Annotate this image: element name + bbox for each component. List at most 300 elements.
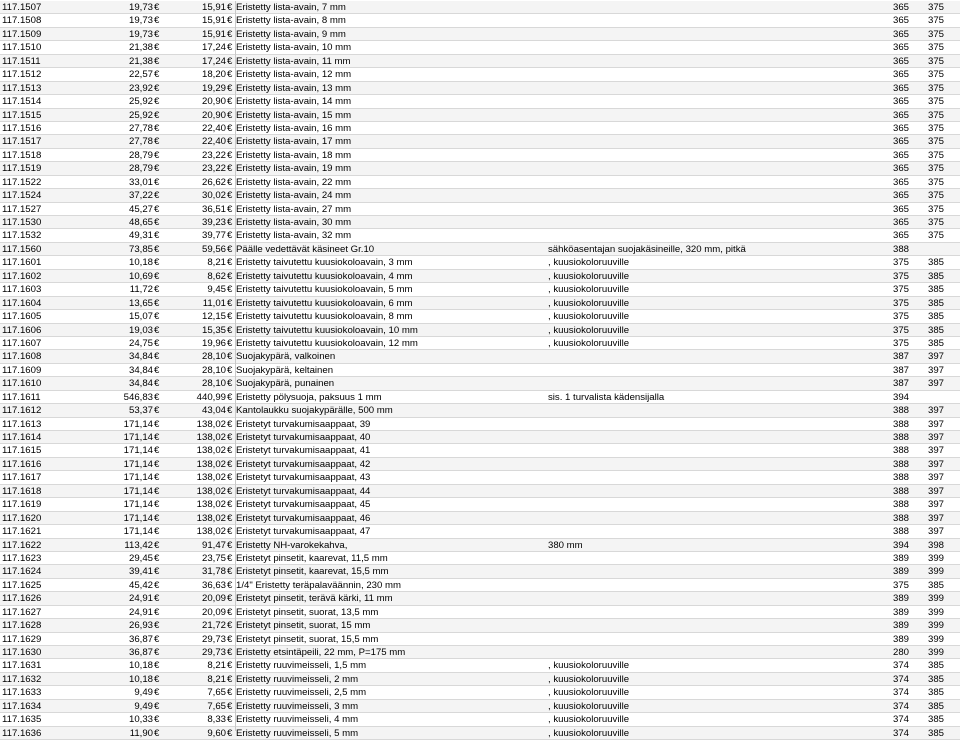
currency-symbol: € [154, 351, 160, 363]
price-with-vat: 34,84 [128, 351, 153, 363]
product-description-extra [548, 377, 878, 390]
group-code-1: 389 [892, 606, 909, 618]
price-without-vat: 18,20 [201, 69, 226, 81]
group-code-2: 397 [927, 526, 944, 538]
product-description: Eristetyt pinsetit, kaarevat, 15,5 mm [236, 566, 389, 578]
table-row [0, 95, 960, 108]
product-code: 117.1622 [2, 539, 42, 551]
table-row [0, 592, 960, 605]
currency-symbol: € [227, 15, 233, 27]
currency-symbol: € [154, 700, 160, 712]
currency-symbol: € [227, 109, 233, 121]
currency-symbol: € [227, 42, 233, 54]
product-description: Suojakypärä, punainen [236, 378, 335, 390]
group-code-2: 375 [927, 136, 944, 148]
price-with-vat: 171,14 [123, 432, 153, 443]
group-code-1: 374 [892, 700, 909, 712]
group-code-2: 385 [927, 270, 944, 282]
price-with-vat: 53,37 [128, 405, 153, 417]
price-with-vat: 15,07 [128, 311, 153, 323]
group-code-1: 388 [892, 432, 909, 443]
group-code-2: 375 [927, 230, 944, 242]
currency-symbol: € [227, 96, 233, 108]
table-row [0, 310, 960, 323]
price-with-vat: 34,84 [128, 364, 153, 376]
product-description-extra [548, 592, 878, 605]
table-row [0, 659, 960, 672]
currency-symbol: € [154, 203, 160, 215]
group-code-2: 399 [927, 633, 944, 645]
currency-symbol: € [227, 445, 233, 457]
currency-symbol: € [154, 458, 160, 470]
price-without-vat: 15,91 [201, 28, 226, 40]
price-with-vat: 24,91 [128, 593, 153, 605]
product-code: 117.1633 [2, 687, 42, 699]
price-without-vat: 20,90 [201, 109, 226, 121]
group-code-1: 365 [892, 190, 909, 202]
currency-symbol: € [154, 579, 160, 591]
product-description-extra [548, 404, 878, 417]
group-code-2: 375 [927, 82, 944, 94]
group-code-1: 365 [892, 82, 909, 94]
product-description: Eristetty lista-avain, 10 mm [236, 42, 352, 54]
product-code: 117.1624 [2, 566, 42, 578]
group-code-1: 388 [892, 485, 909, 497]
product-description: Eristetyt pinsetit, suorat, 13,5 mm [236, 606, 379, 618]
table-row [0, 539, 960, 552]
price-with-vat: 21,38 [128, 42, 153, 54]
product-code: 117.1522 [2, 176, 42, 188]
price-with-vat: 19,73 [128, 15, 153, 27]
price-without-vat: 23,75 [201, 552, 226, 564]
price-with-vat: 11,90 [129, 727, 153, 739]
price-with-vat: 21,38 [128, 55, 153, 67]
group-code-1: 374 [892, 714, 909, 726]
group-code-1: 375 [892, 337, 909, 349]
currency-symbol: € [227, 28, 233, 40]
product-description-extra [548, 55, 878, 68]
price-without-vat: 28,10 [201, 364, 226, 376]
group-code-2: 375 [927, 15, 944, 27]
currency-symbol: € [227, 69, 233, 81]
currency-symbol: € [154, 136, 160, 148]
product-code: 117.1619 [2, 499, 42, 511]
group-code-1: 365 [892, 149, 909, 161]
product-description-extra [548, 216, 878, 229]
table-row [0, 297, 960, 310]
product-description: Eristetty lista-avain, 7 mm [236, 2, 346, 13]
currency-symbol: € [154, 284, 160, 296]
table-row [0, 324, 960, 337]
table-row [0, 444, 960, 457]
product-description: Eristetty ruuvimeisseli, 1,5 mm [236, 660, 367, 672]
product-code: 117.1608 [2, 351, 42, 363]
product-code: 117.1610 [2, 378, 42, 390]
product-description: Suojakypärä, valkoinen [236, 351, 336, 363]
price-table [0, 1, 960, 740]
product-code: 117.1617 [2, 472, 42, 484]
group-code-1: 388 [892, 526, 909, 538]
currency-symbol: € [227, 311, 233, 323]
product-description-extra [548, 41, 878, 54]
group-code-1: 387 [892, 364, 909, 376]
currency-symbol: € [154, 539, 160, 551]
price-without-vat: 22,40 [201, 136, 226, 148]
price-without-vat: 8,21 [207, 673, 226, 685]
price-with-vat: 26,93 [128, 620, 153, 632]
product-description: Eristetty taivutettu kuusiokoloavain, 3 mm [236, 257, 413, 269]
table-row [0, 256, 960, 269]
price-with-vat: 45,27 [128, 203, 153, 215]
product-description-extra: , kuusiokoloruuville [548, 673, 630, 685]
product-description-extra: , kuusiokoloruuville [548, 700, 630, 712]
table-row [0, 350, 960, 363]
table-row [0, 68, 960, 81]
product-description: Eristetty ruuvimeisseli, 5 mm [236, 727, 359, 739]
currency-symbol: € [154, 606, 160, 618]
currency-symbol: € [154, 566, 160, 578]
currency-symbol: € [154, 378, 160, 390]
currency-symbol: € [154, 364, 160, 376]
product-description-extra [548, 525, 878, 538]
product-description: Eristetty ruuvimeisseli, 2 mm [236, 673, 359, 685]
price-with-vat: 171,14 [123, 458, 153, 470]
product-description: Eristetty lista-avain, 11 mm [236, 55, 351, 67]
currency-symbol: € [227, 163, 233, 175]
price-with-vat: 171,14 [123, 445, 153, 457]
group-code-2: 397 [927, 418, 944, 430]
group-code-1: 394 [892, 539, 909, 551]
group-code-1: 387 [892, 378, 909, 390]
group-code-2: 397 [927, 364, 944, 376]
price-without-vat: 138,02 [196, 458, 226, 470]
product-description-extra: , kuusiokoloruuville [548, 324, 630, 336]
group-code-2: 385 [927, 714, 944, 726]
price-without-vat: 29,73 [201, 633, 226, 645]
price-with-vat: 10,33 [128, 714, 153, 726]
group-code-1: 389 [892, 552, 909, 564]
currency-symbol: € [227, 458, 233, 470]
currency-symbol: € [154, 445, 160, 457]
product-code: 117.1514 [2, 96, 42, 108]
currency-symbol: € [227, 620, 233, 632]
currency-symbol: € [227, 243, 233, 255]
currency-symbol: € [227, 606, 233, 618]
group-code-1: 388 [892, 472, 909, 484]
price-with-vat: 34,84 [128, 378, 153, 390]
product-description-extra [548, 552, 878, 565]
product-description-extra [548, 485, 878, 498]
price-with-vat: 24,75 [128, 337, 153, 349]
price-without-vat: 22,40 [201, 122, 226, 134]
table-row [0, 162, 960, 175]
group-code-2: 385 [927, 324, 944, 336]
currency-symbol: € [227, 418, 233, 430]
currency-symbol: € [154, 243, 160, 255]
price-with-vat: 171,14 [123, 418, 153, 430]
currency-symbol: € [227, 472, 233, 484]
currency-symbol: € [154, 176, 160, 188]
group-code-1: 365 [892, 69, 909, 81]
product-description-extra [548, 1, 878, 14]
group-code-1: 375 [892, 297, 909, 309]
product-code: 117.1603 [2, 284, 42, 296]
group-code-2: 385 [927, 337, 944, 349]
currency-symbol: € [227, 378, 233, 390]
product-description: Eristetyt turvakumisaappaat, 45 [236, 499, 371, 511]
product-description-extra [548, 203, 878, 216]
currency-symbol: € [227, 82, 233, 94]
price-without-vat: 23,22 [201, 163, 226, 175]
product-description: Kantolaukku suojakypärälle, 500 mm [236, 405, 393, 417]
product-description: Eristetty etsintäpeili, 22 mm, P=175 mm [236, 647, 406, 658]
product-code: 117.1609 [2, 364, 42, 376]
price-with-vat: 28,79 [128, 163, 153, 175]
table-row [0, 418, 960, 431]
product-description-extra [548, 512, 878, 525]
product-code: 117.1560 [2, 243, 42, 255]
product-description: Eristetty ruuvimeisseli, 2,5 mm [236, 687, 367, 699]
table-row [0, 109, 960, 122]
price-with-vat: 37,22 [128, 190, 153, 202]
product-code: 117.1629 [2, 633, 42, 645]
price-without-vat: 20,09 [201, 593, 226, 605]
product-description-extra: , kuusiokoloruuville [548, 311, 630, 323]
product-code: 117.1606 [2, 324, 42, 336]
product-code: 117.1620 [2, 512, 42, 524]
price-without-vat: 138,02 [196, 526, 226, 538]
price-without-vat: 15,91 [201, 15, 226, 27]
product-description: Eristetty taivutettu kuusiokoloavain, 12 mm [236, 337, 418, 349]
column-divider [235, 1, 236, 731]
price-without-vat: 28,10 [201, 378, 226, 390]
currency-symbol: € [154, 499, 160, 511]
price-without-vat: 17,24 [201, 42, 226, 54]
currency-symbol: € [154, 297, 160, 309]
price-without-vat: 7,65 [207, 700, 226, 712]
currency-symbol: € [227, 337, 233, 349]
currency-symbol: € [154, 257, 160, 269]
price-with-vat: 546,83 [123, 391, 153, 403]
currency-symbol: € [227, 324, 233, 336]
group-code-1: 365 [892, 217, 909, 228]
group-code-2: 385 [927, 727, 944, 739]
group-code-2: 397 [927, 351, 944, 363]
price-with-vat: 11,72 [129, 284, 153, 296]
price-with-vat: 45,42 [128, 579, 153, 591]
price-without-vat: 15,91 [201, 2, 226, 13]
price-with-vat: 171,14 [123, 499, 153, 511]
price-without-vat: 138,02 [196, 512, 226, 524]
product-description: Eristetty taivutettu kuusiokoloavain, 10 mm [236, 324, 418, 336]
product-description: Eristetty lista-avain, 14 mm [236, 96, 352, 108]
group-code-1: 365 [892, 136, 909, 148]
product-description: Eristetty lista-avain, 22 mm [236, 176, 352, 188]
product-description-extra [548, 471, 878, 484]
product-description-extra [548, 122, 878, 135]
product-description-extra: , kuusiokoloruuville [548, 337, 630, 349]
table-row [0, 364, 960, 377]
product-description-extra [548, 28, 878, 41]
product-description-extra: , kuusiokoloruuville [548, 257, 630, 269]
table-row [0, 686, 960, 699]
group-code-2: 385 [927, 257, 944, 269]
group-code-1: 375 [892, 257, 909, 269]
product-code: 117.1532 [2, 230, 42, 242]
group-code-2: 397 [927, 512, 944, 524]
currency-symbol: € [154, 230, 160, 242]
table-row [0, 377, 960, 390]
price-without-vat: 7,65 [207, 687, 226, 699]
product-description-extra: , kuusiokoloruuville [548, 270, 630, 282]
product-description: Eristetty taivutettu kuusiokoloavain, 6 mm [236, 297, 413, 309]
currency-symbol: € [154, 727, 160, 739]
group-code-2: 375 [927, 96, 944, 108]
table-row [0, 646, 960, 659]
price-with-vat: 10,18 [128, 257, 153, 269]
currency-symbol: € [227, 230, 233, 242]
currency-symbol: € [227, 190, 233, 202]
group-code-2: 399 [927, 620, 944, 632]
group-code-1: 388 [892, 243, 909, 255]
group-code-1: 388 [892, 418, 909, 430]
price-without-vat: 8,33 [207, 714, 226, 726]
product-description: Eristetty lista-avain, 15 mm [236, 109, 352, 121]
product-description-extra [548, 14, 878, 27]
product-description-extra: , kuusiokoloruuville [548, 714, 630, 726]
currency-symbol: € [154, 163, 160, 175]
currency-symbol: € [227, 485, 233, 497]
table-row [0, 176, 960, 189]
currency-symbol: € [154, 714, 160, 726]
group-code-1: 387 [892, 351, 909, 363]
table-row [0, 579, 960, 592]
product-description: Eristetty NH-varokekahva, [236, 539, 348, 551]
price-without-vat: 12,15 [201, 311, 226, 323]
price-without-vat: 8,62 [207, 270, 226, 282]
group-code-1: 388 [892, 512, 909, 524]
currency-symbol: € [154, 55, 160, 67]
currency-symbol: € [154, 270, 160, 282]
product-description-extra [548, 109, 878, 122]
table-row [0, 727, 960, 740]
product-code: 117.1607 [2, 337, 42, 349]
table-row [0, 149, 960, 162]
price-without-vat: 36,63 [201, 579, 226, 591]
table-row [0, 404, 960, 417]
group-code-2: 397 [927, 378, 944, 390]
product-code: 117.1625 [2, 579, 42, 591]
currency-symbol: € [227, 566, 233, 578]
price-without-vat: 8,21 [207, 660, 226, 672]
currency-symbol: € [154, 660, 160, 672]
product-description: Päälle vedettävät käsineet Gr.10 [236, 243, 375, 255]
product-code: 117.1508 [2, 15, 42, 27]
group-code-2: 385 [927, 284, 944, 296]
price-with-vat: 25,92 [128, 109, 153, 121]
currency-symbol: € [154, 337, 160, 349]
product-description-extra: , kuusiokoloruuville [548, 727, 630, 739]
price-with-vat: 33,01 [128, 176, 153, 188]
price-without-vat: 138,02 [196, 472, 226, 484]
product-description-extra [548, 82, 878, 95]
group-code-2: 375 [927, 28, 944, 40]
product-description: Eristetyt turvakumisaappaat, 41 [236, 445, 371, 457]
product-code: 117.1616 [2, 458, 42, 470]
product-description-extra [548, 458, 878, 471]
product-description: Eristetty ruuvimeisseli, 3 mm [236, 700, 359, 712]
price-without-vat: 59,56 [201, 243, 226, 255]
group-code-2 [912, 243, 944, 256]
currency-symbol: € [227, 673, 233, 685]
table-row [0, 1, 960, 14]
group-code-1: 389 [892, 566, 909, 578]
group-code-1: 389 [892, 593, 909, 605]
price-without-vat: 138,02 [196, 418, 226, 430]
group-code-1: 388 [892, 445, 909, 457]
price-without-vat: 20,09 [201, 606, 226, 618]
product-description: Eristetyt pinsetit, suorat, 15,5 mm [236, 633, 379, 645]
price-with-vat: 36,87 [128, 647, 153, 658]
price-without-vat: 9,60 [207, 727, 226, 739]
product-description-extra [548, 498, 878, 511]
table-row [0, 619, 960, 632]
group-code-2: 375 [927, 217, 944, 228]
table-row [0, 431, 960, 444]
price-with-vat: 10,18 [128, 660, 153, 672]
currency-symbol: € [227, 297, 233, 309]
price-with-vat: 49,31 [128, 230, 153, 242]
price-without-vat: 138,02 [196, 485, 226, 497]
product-code: 117.1632 [2, 673, 42, 685]
group-code-1: 374 [892, 687, 909, 699]
table-row [0, 135, 960, 148]
currency-symbol: € [227, 2, 233, 13]
currency-symbol: € [227, 55, 233, 67]
product-description: Eristetty ruuvimeisseli, 4 mm [236, 714, 359, 726]
product-code: 117.1628 [2, 620, 42, 632]
product-description: Eristetyt pinsetit, terävä kärki, 11 mm [236, 593, 393, 605]
product-description: Eristetyt turvakumisaappaat, 46 [236, 512, 371, 524]
product-code: 117.1507 [2, 2, 42, 13]
currency-symbol: € [154, 472, 160, 484]
price-without-vat: 21,72 [201, 620, 226, 632]
currency-symbol: € [227, 647, 233, 658]
product-code: 117.1524 [2, 190, 42, 202]
product-code: 117.1621 [2, 526, 42, 538]
table-row [0, 283, 960, 296]
price-with-vat: 48,65 [128, 217, 153, 228]
group-code-1: 388 [892, 499, 909, 511]
table-row [0, 270, 960, 283]
currency-symbol: € [154, 82, 160, 94]
currency-symbol: € [227, 136, 233, 148]
price-without-vat: 30,02 [201, 190, 226, 202]
currency-symbol: € [154, 122, 160, 134]
group-code-1: 365 [892, 163, 909, 175]
product-code: 117.1527 [2, 203, 42, 215]
product-code: 117.1513 [2, 82, 42, 94]
group-code-1: 365 [892, 176, 909, 188]
product-code: 117.1623 [2, 552, 42, 564]
table-row [0, 203, 960, 216]
currency-symbol: € [227, 633, 233, 645]
product-code: 117.1611 [2, 391, 41, 403]
currency-symbol: € [154, 432, 160, 443]
currency-symbol: € [227, 405, 233, 417]
product-code: 117.1613 [2, 418, 42, 430]
currency-symbol: € [227, 351, 233, 363]
